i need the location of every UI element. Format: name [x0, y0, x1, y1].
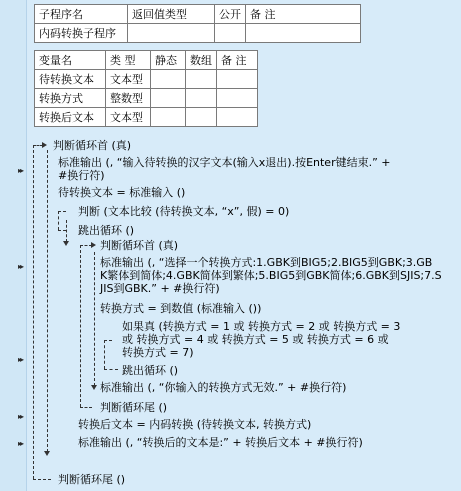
- code-line[interactable]: 跳出循环 (): [78, 224, 135, 237]
- code-line[interactable]: 标准输出 (, “输入待转换的汉字文本(输入x退出).按Enter键结束.” +: [58, 156, 391, 169]
- code-line[interactable]: 判断循环尾 (): [58, 473, 126, 486]
- loop-flow-line: [47, 150, 48, 452]
- table-header-row: [35, 5, 361, 24]
- flow-line: [58, 230, 66, 231]
- table-header-row: [35, 51, 258, 70]
- branch-flow-line: [58, 211, 59, 230]
- var-static-cell[interactable]: [151, 89, 186, 108]
- flow-arrow: [44, 451, 50, 456]
- flow-line: [58, 211, 66, 212]
- table-row[interactable]: [35, 108, 258, 127]
- column-header: 公开: [215, 5, 246, 24]
- flow-arrow: [91, 385, 97, 390]
- column-header: 备 注: [246, 5, 361, 24]
- var-type-cell[interactable]: 文本型: [106, 108, 151, 127]
- column-header: 类 型: [106, 51, 151, 70]
- branch-flow-line: [104, 340, 105, 369]
- flow-line: [33, 479, 51, 480]
- code-line[interactable]: K繁体到简体;4.GBK简体到繁体;5.BIG5到GBK简体;6.GBK到SJIS;7.S: [100, 269, 442, 282]
- code-line[interactable]: 待转换文本 = 标准输入 (): [58, 186, 186, 199]
- branch-flow-line: [66, 220, 67, 242]
- code-line[interactable]: 标准输出 (, “选择一个转换方式:1.GBK到BIG5;2.BIG5到GBK;3.GB: [100, 256, 433, 269]
- double-chevron-right-icon[interactable]: ▸▸: [18, 439, 23, 448]
- flow-arrow: [63, 241, 69, 246]
- variable-table: [34, 50, 258, 127]
- double-chevron-right-icon[interactable]: ▸▸: [18, 262, 23, 271]
- double-chevron-right-icon[interactable]: ▸▸: [18, 166, 23, 175]
- loop-flow-line: [94, 252, 95, 386]
- code-line[interactable]: 判断循环首 (真): [53, 139, 132, 152]
- var-remark-cell[interactable]: [217, 108, 258, 127]
- flow-arrow: [91, 242, 96, 248]
- var-array-cell[interactable]: [186, 108, 217, 127]
- column-header: 静态: [151, 51, 186, 70]
- var-type-cell[interactable]: 文本型: [106, 70, 151, 89]
- loop-flow-line: [33, 145, 34, 479]
- code-line[interactable]: JIS到GBK.” + #换行符): [100, 282, 220, 295]
- code-line[interactable]: 转换后文本 = 内码转换 (待转换文本, 转换方式): [78, 418, 312, 431]
- return-type-cell[interactable]: [128, 24, 215, 43]
- column-header: 子程序名: [35, 5, 128, 24]
- column-header: 变量名: [35, 51, 106, 70]
- var-array-cell[interactable]: [186, 70, 217, 89]
- var-type-cell[interactable]: 整数型: [106, 89, 151, 108]
- flow-line: [104, 340, 112, 341]
- var-name-cell[interactable]: 转换后文本: [35, 108, 106, 127]
- double-chevron-right-icon[interactable]: ▸▸: [18, 355, 23, 364]
- var-remark-cell[interactable]: [217, 70, 258, 89]
- column-header: 数组: [186, 51, 217, 70]
- var-array-cell[interactable]: [186, 89, 217, 108]
- var-static-cell[interactable]: [151, 70, 186, 89]
- table-row[interactable]: [35, 24, 361, 43]
- code-line[interactable]: 判断循环尾 (): [100, 401, 168, 414]
- remark-cell[interactable]: [246, 24, 361, 43]
- code-line[interactable]: 判断 (文本比较 (待转换文本, “x”, 假) = 0): [78, 205, 290, 218]
- code-line[interactable]: #换行符): [58, 169, 105, 182]
- breakpoint-gutter[interactable]: [0, 0, 27, 491]
- var-static-cell[interactable]: [151, 108, 186, 127]
- flow-line: [104, 369, 118, 370]
- code-line[interactable]: 判断循环首 (真): [100, 239, 179, 252]
- var-name-cell[interactable]: 转换方式: [35, 89, 106, 108]
- table-row[interactable]: [35, 89, 258, 108]
- subroutine-table: [34, 4, 361, 43]
- var-remark-cell[interactable]: [217, 89, 258, 108]
- column-header: 备 注: [217, 51, 258, 70]
- double-chevron-right-icon[interactable]: ▸▸: [18, 412, 23, 421]
- code-line[interactable]: 转换方式 = 到数值 (标准输入 ()): [100, 302, 262, 315]
- code-line[interactable]: 跳出循环 (): [122, 364, 179, 377]
- subroutine-name-cell[interactable]: 内码转换子程序: [35, 24, 128, 43]
- flow-arrow: [42, 142, 47, 148]
- public-cell[interactable]: [215, 24, 246, 43]
- code-line[interactable]: 标准输出 (, “转换后的文本是:” + 转换后文本 + #换行符): [78, 436, 363, 449]
- column-header: 返回值类型: [128, 5, 215, 24]
- code-line[interactable]: 转换方式 = 7): [122, 346, 194, 359]
- code-line[interactable]: 标准输出 (, “你输入的转换方式无效.” + #换行符): [100, 381, 347, 394]
- code-line[interactable]: 或 转换方式 = 4 或 转换方式 = 5 或 转换方式 = 6 或: [122, 333, 389, 346]
- flow-line: [80, 407, 92, 408]
- table-row[interactable]: [35, 70, 258, 89]
- code-line[interactable]: 如果真 (转换方式 = 1 或 转换方式 = 2 或 转换方式 = 3: [122, 320, 401, 333]
- var-name-cell[interactable]: 待转换文本: [35, 70, 106, 89]
- loop-flow-line: [80, 245, 81, 407]
